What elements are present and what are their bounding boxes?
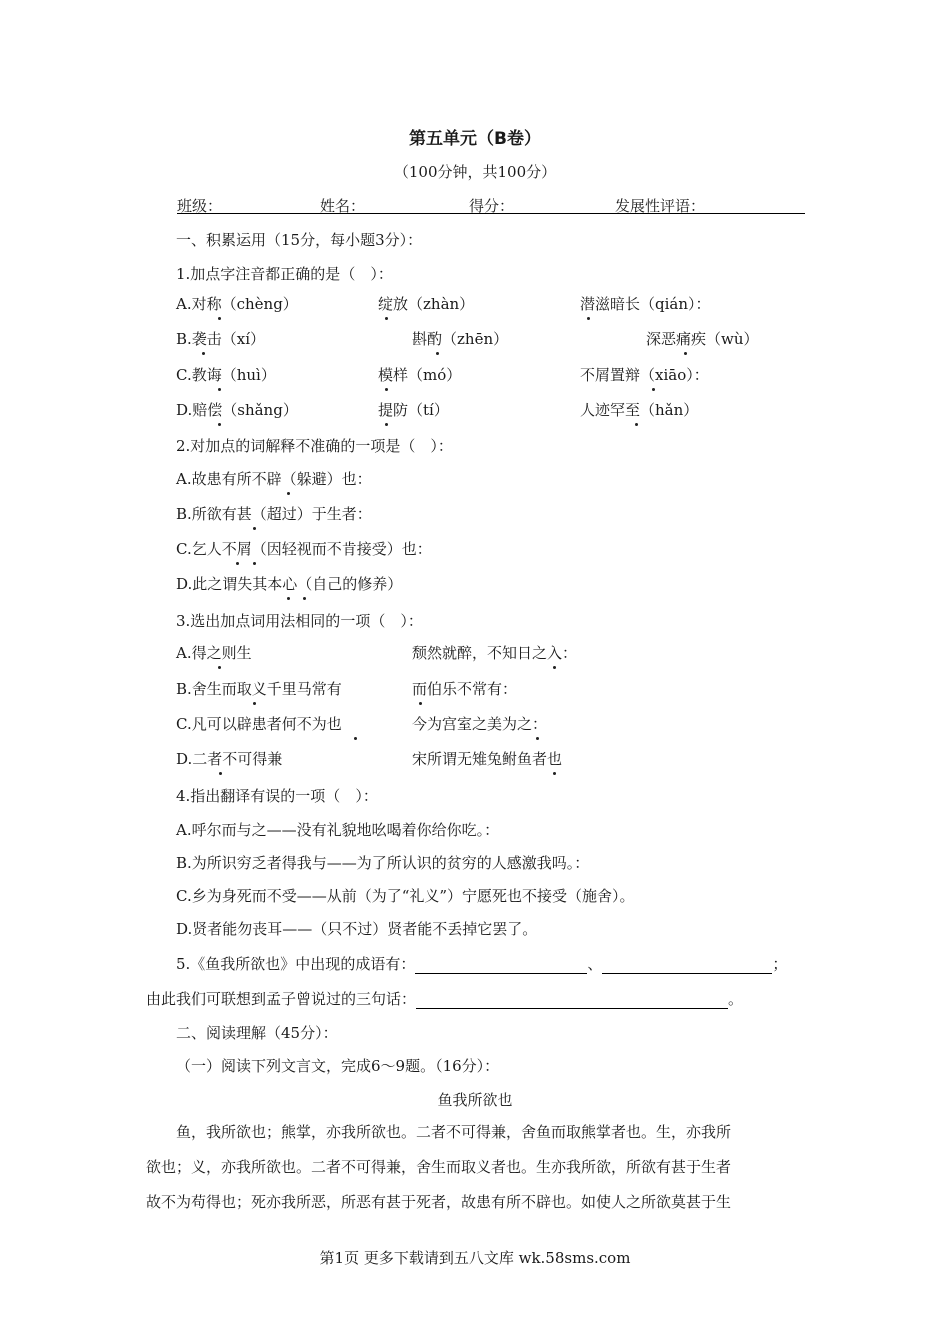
q2-option-d: D.此之谓失其本心（自己的修养） bbox=[176, 575, 403, 593]
part-1-heading: （一）阅读下列文言文，完成6～9题。（16分）： bbox=[176, 1057, 500, 1075]
comment-label: 发展性评语： bbox=[615, 197, 706, 215]
q4-option-a: A.呼尔而与之——没有礼貌地吆喝着你给你吃。： bbox=[176, 821, 500, 839]
passage-line-3 bbox=[146, 1185, 811, 1220]
emphasis-dot bbox=[684, 352, 687, 355]
q4-option-c: C.乡为身死而不受——从前（为了“礼义”）宁愿死也不接受（施舍）。 bbox=[176, 887, 635, 905]
emphasis-dot bbox=[536, 737, 539, 740]
emphasis-dot bbox=[287, 597, 290, 600]
q5-blank-1[interactable] bbox=[415, 956, 587, 974]
q5-prefix: 5.《鱼我所欲也》中出现的成语有： bbox=[176, 955, 416, 973]
emphasis-dot bbox=[419, 702, 422, 705]
q5-line2-end: 。 bbox=[728, 990, 744, 1008]
q3-b1: B.舍生而取义千里马常有 bbox=[176, 680, 342, 698]
q1-a3: 潜滋暗长（qián）： bbox=[580, 295, 711, 313]
emphasis-dot bbox=[218, 423, 221, 426]
q1-stem: 1.加点字注音都正确的是（ ）： bbox=[176, 265, 393, 283]
q1-c2: 模样（mó） bbox=[378, 366, 462, 384]
q5-line2-prefix: 由此我们可联想到孟子曾说过的三句话： bbox=[146, 990, 417, 1008]
emphasis-dot bbox=[385, 388, 388, 391]
emphasis-dot bbox=[287, 492, 290, 495]
section-2-heading: 二、阅读理解（45分）： bbox=[176, 1024, 338, 1042]
q2-option-a: A.故患有所不辟（躲避）也： bbox=[176, 470, 372, 488]
emphasis-dot bbox=[652, 388, 655, 391]
q5-line1-end: ； bbox=[772, 955, 788, 973]
q4-stem: 4.指出翻译有误的一项（ ）： bbox=[176, 787, 378, 805]
emphasis-dot bbox=[385, 317, 388, 320]
emphasis-dot bbox=[253, 702, 256, 705]
emphasis-dot bbox=[553, 772, 556, 775]
q5-line2 bbox=[146, 989, 743, 1009]
section-1-heading: 一、积累运用（15分，每小题3分）： bbox=[176, 231, 423, 249]
passage-text-3: 故不为苟得也；死亦我所恶，所恶有甚于死者，故患有所不辟也。如使人之所欲莫甚于生 bbox=[146, 1193, 732, 1211]
q3-c2: 今为宫室之美为之： bbox=[412, 715, 548, 733]
passage-title: 鱼我所欲也 bbox=[437, 1091, 513, 1109]
q3-stem: 3.选出加点词用法相同的一项（ ）： bbox=[176, 612, 423, 630]
q3-d1: D.二者不可得兼 bbox=[176, 750, 283, 768]
q2-stem: 2.对加点的词解释不准确的一项是（ ）： bbox=[176, 437, 453, 455]
q1-d3: 人迹罕至（hǎn） bbox=[580, 401, 699, 419]
passage-text-1: 鱼，我所欲也；熊掌，亦我所欲也。二者不可得兼，舍鱼而取熊掌者也。生，亦我所 bbox=[176, 1123, 732, 1141]
q3-b2: 而伯乐不常有： bbox=[412, 680, 518, 698]
page-title: 第五单元（B卷） bbox=[409, 129, 541, 149]
emphasis-dot bbox=[553, 666, 556, 669]
student-info-line bbox=[177, 195, 805, 214]
q3-d2: 宋所谓无雉兔鲋鱼者也 bbox=[412, 750, 563, 768]
passage-line-2 bbox=[146, 1150, 811, 1185]
emphasis-dot bbox=[385, 423, 388, 426]
emphasis-dot bbox=[303, 597, 306, 600]
emphasis-dot bbox=[219, 772, 222, 775]
page-subtitle: （100分钟，共100分） bbox=[393, 163, 557, 181]
q3-a2: 颓然就醉，不知日之入： bbox=[412, 644, 578, 662]
emphasis-dot bbox=[253, 562, 256, 565]
passage-text-2: 欲也；义，亦我所欲也。二者不可得兼，舍生而取义者也。生亦我所欲，所欲有甚于生者 bbox=[146, 1158, 732, 1176]
q1-d2: 提防（tí） bbox=[378, 401, 449, 419]
q5-blank-3[interactable] bbox=[416, 991, 728, 1009]
q5-separator: 、 bbox=[587, 955, 603, 973]
emphasis-dot bbox=[587, 317, 590, 320]
q5-blank-2[interactable] bbox=[602, 956, 772, 974]
score-label: 得分： bbox=[469, 197, 515, 215]
emphasis-dot bbox=[218, 388, 221, 391]
q1-d1: D.赔偿（shǎng） bbox=[176, 401, 298, 419]
emphasis-dot bbox=[236, 562, 239, 565]
q1-b3: 深恶痛疾（wù） bbox=[646, 330, 759, 348]
emphasis-dot bbox=[436, 352, 439, 355]
emphasis-dot bbox=[354, 737, 357, 740]
q1-a1: A.对称（chèng） bbox=[176, 295, 298, 313]
q2-option-c: C.乞人不屑（因轻视而不肯接受）也： bbox=[176, 540, 432, 558]
emphasis-dot bbox=[253, 527, 256, 530]
q5-line1 bbox=[176, 954, 787, 974]
emphasis-dot bbox=[218, 666, 221, 669]
q1-a2: 绽放（zhàn） bbox=[378, 295, 475, 313]
q4-option-b: B.为所识穷乏者得我与——为了所认识的贫穷的人感激我吗。： bbox=[176, 854, 590, 872]
class-label: 班级： bbox=[177, 197, 223, 215]
q1-b1: B.袭击（xí） bbox=[176, 330, 266, 348]
q2-option-b: B.所欲有甚（超过）于生者： bbox=[176, 505, 372, 523]
emphasis-dot bbox=[218, 317, 221, 320]
emphasis-dot bbox=[635, 423, 638, 426]
q3-c1: C.凡可以辟患者何不为也 bbox=[176, 715, 342, 733]
q4-option-d: D.贤者能勿丧耳——（只不过）贤者能不丢掉它罢了。 bbox=[176, 920, 538, 938]
name-label: 姓名： bbox=[320, 197, 366, 215]
page-footer: 第1页 更多下载请到五八文库 wk.58sms.com bbox=[319, 1249, 631, 1267]
q1-b2: 斟酌（zhēn） bbox=[412, 330, 509, 348]
q3-a1: A.得之则生 bbox=[176, 644, 252, 662]
emphasis-dot bbox=[202, 352, 205, 355]
q1-c1: C.教诲（huì） bbox=[176, 366, 276, 384]
passage-line-1 bbox=[146, 1115, 811, 1150]
q1-c3: 不屑置辩（xiāo）： bbox=[580, 366, 709, 384]
